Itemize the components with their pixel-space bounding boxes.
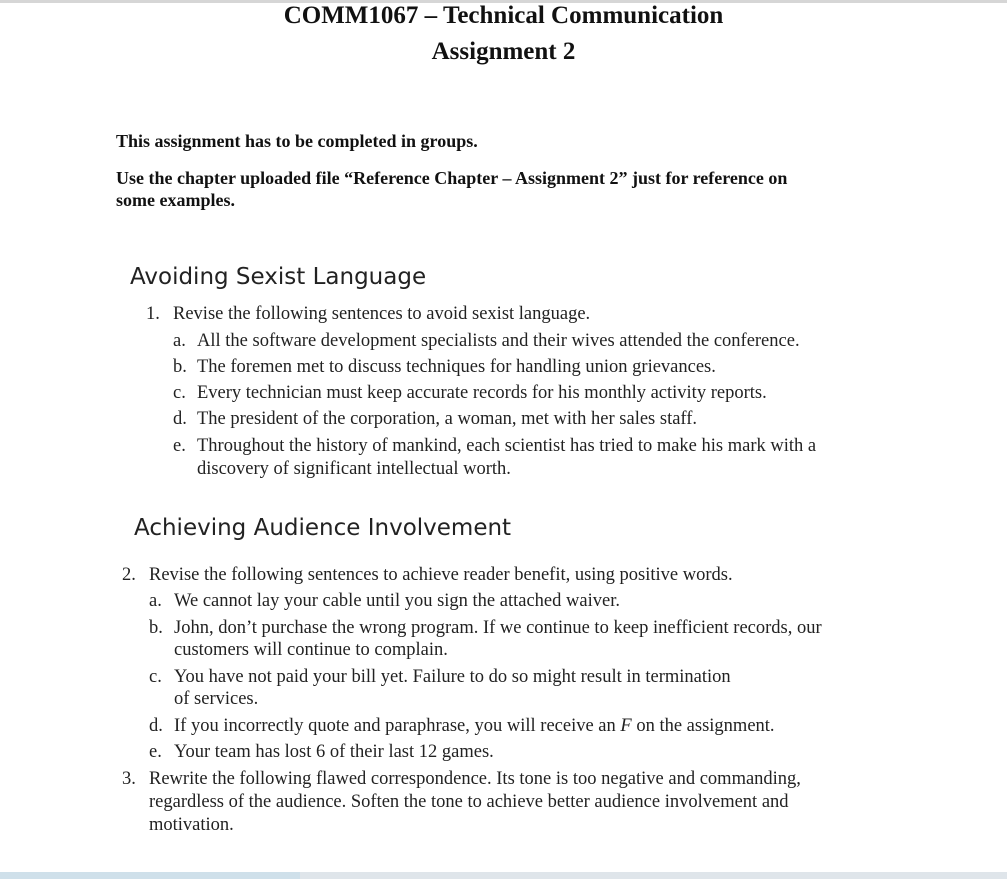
- item-letter: c.: [149, 667, 162, 687]
- reference-note: [116, 167, 876, 211]
- question-number: 3.: [122, 769, 136, 789]
- question-text: regardless of the audience. Soften the tone to achieve better audience involvement and: [149, 792, 789, 812]
- item-text: [174, 715, 775, 737]
- item-letter: e.: [149, 742, 162, 762]
- item-text: We cannot lay your cable until you sign the attached waiver.: [174, 591, 620, 611]
- question-number: 2.: [122, 565, 136, 585]
- item-text: Your team has lost 6 of their last 12 games.: [174, 742, 494, 762]
- question-text: Revise the following sentences to avoid sexist language.: [173, 304, 591, 324]
- item-text: customers will continue to complain.: [174, 640, 448, 660]
- item-letter: c.: [173, 383, 186, 403]
- section-heading-audience-involvement: Achieving Audience Involvement: [134, 515, 512, 541]
- item-letter: e.: [173, 436, 186, 456]
- question-number: 1.: [146, 304, 160, 324]
- item-text-before: If you incorrectly quote and paraphrase, you will receive an: [174, 716, 621, 736]
- item-text-after: on the assignment.: [631, 716, 775, 736]
- assignment-title: Assignment 2: [431, 38, 576, 65]
- item-text: John, don’t purchase the wrong program. If we continue to keep inefficient records, our: [174, 618, 822, 638]
- item-letter: a.: [173, 331, 186, 351]
- item-letter: d.: [149, 716, 163, 736]
- item-letter: b.: [173, 357, 187, 377]
- item-text: Throughout the history of mankind, each scientist has tried to make his mark with a: [197, 436, 817, 456]
- item-letter: d.: [173, 409, 187, 429]
- course-title: COMM1067 – Technical Communication: [283, 2, 724, 29]
- reference-note-line1: Use the chapter uploaded file “Reference Chapter – Assignment 2” just for reference on: [116, 168, 788, 188]
- grade-letter: F: [620, 716, 632, 736]
- question-text: Revise the following sentences to achieve reader benefit, using positive words.: [149, 565, 733, 585]
- item-text: Every technician must keep accurate records for his monthly activity reports.: [197, 383, 767, 403]
- item-text: You have not paid your bill yet. Failure to do so might result in termination: [174, 667, 731, 687]
- groups-note: This assignment has to be completed in groups.: [116, 131, 478, 151]
- item-letter: a.: [149, 591, 162, 611]
- item-text: The foremen met to discuss techniques for handling union grievances.: [197, 357, 716, 377]
- question-text: motivation.: [149, 815, 234, 835]
- item-text: discovery of significant intellectual worth.: [197, 459, 511, 479]
- section-heading-sexist-language: Avoiding Sexist Language: [130, 264, 427, 290]
- item-letter: b.: [149, 618, 163, 638]
- reference-note-line2: some examples.: [116, 190, 235, 210]
- page-bottom-strip-accent: [0, 872, 300, 879]
- item-text: All the software development specialists and their wives attended the conference.: [197, 331, 800, 351]
- item-text: The president of the corporation, a woman, met with her sales staff.: [197, 409, 698, 429]
- item-text: of services.: [174, 689, 259, 709]
- question-text: Rewrite the following flawed correspondence. Its tone is too negative and commanding,: [149, 769, 801, 789]
